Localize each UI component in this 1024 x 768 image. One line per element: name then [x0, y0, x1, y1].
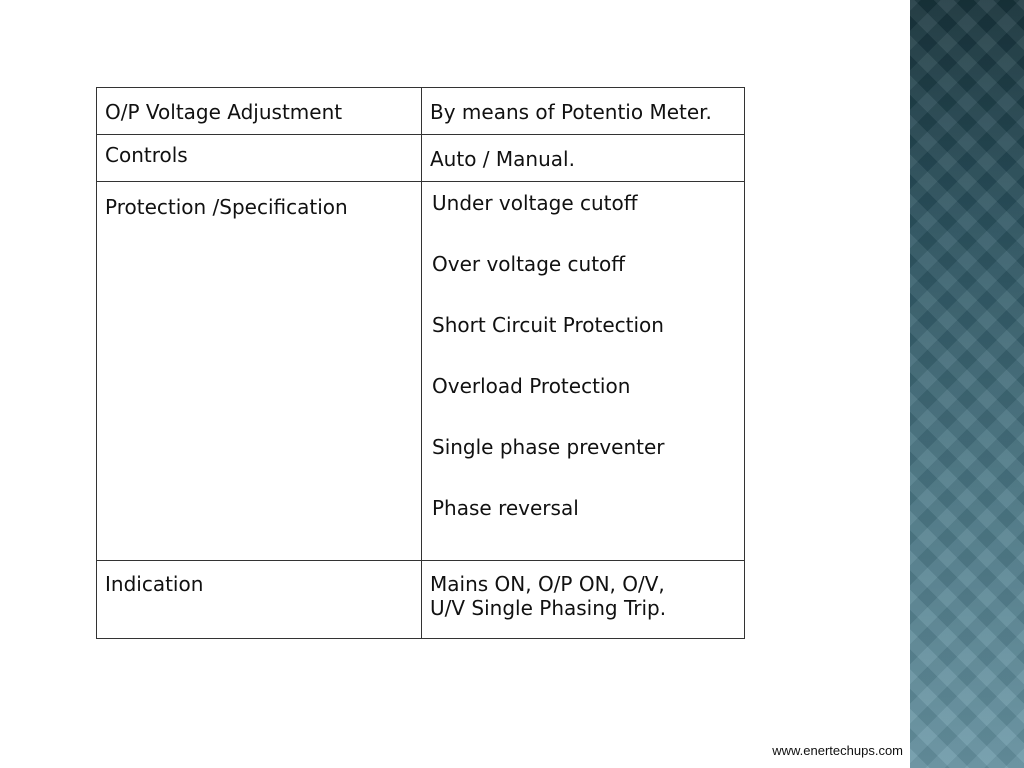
specification-table	[96, 87, 745, 639]
row-label: Protection /Specification	[97, 182, 422, 561]
list-item: Phase reversal	[432, 496, 579, 520]
row-label: Indication	[97, 561, 422, 639]
list-item: Single phase preventer	[432, 435, 665, 459]
table-row	[97, 182, 745, 561]
list-item: Short Circuit Protection	[432, 313, 664, 337]
table-row	[97, 135, 745, 182]
table-row	[97, 88, 745, 135]
protection-list	[430, 191, 736, 520]
list-item: Under voltage cutoff	[432, 191, 638, 215]
row-label: Controls	[97, 135, 422, 182]
indication-value	[422, 561, 745, 639]
indication-line-2: U/V Single Phasing Trip.	[430, 596, 667, 620]
list-item: Over voltage cutoff	[432, 252, 626, 276]
list-item: Overload Protection	[432, 374, 631, 398]
table-row	[97, 561, 745, 639]
footer-url: www.enertechups.com	[772, 743, 903, 758]
protection-list-cell	[422, 182, 745, 561]
decorative-side-band	[910, 0, 1024, 768]
row-label: O/P Voltage Adjustment	[97, 88, 422, 135]
row-value: By means of Potentio Meter.	[422, 88, 745, 135]
indication-line-1: Mains ON, O/P ON, O/V,	[430, 572, 665, 596]
row-value: Auto / Manual.	[422, 135, 745, 182]
